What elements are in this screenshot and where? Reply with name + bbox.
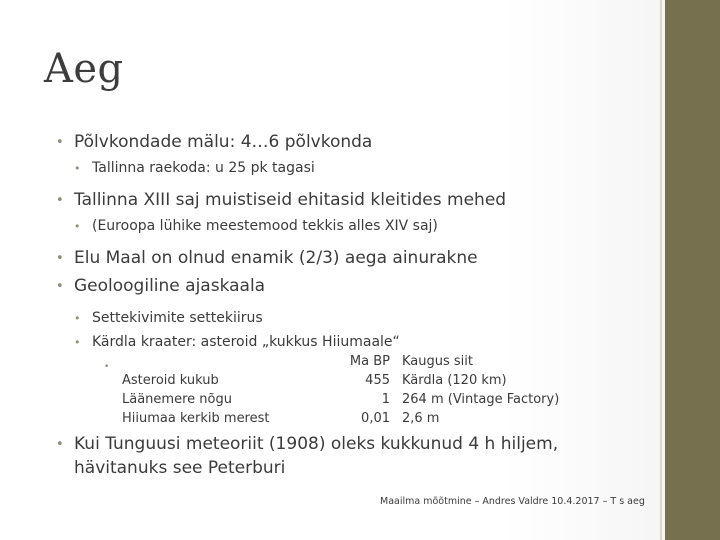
bullet-icon: • xyxy=(56,437,64,452)
table-cell: 0,01 xyxy=(361,411,390,426)
table-cell: Kärdla (120 km) xyxy=(402,373,507,388)
table-header-distance: Kaugus siit xyxy=(402,354,473,369)
bullet-text: Geoloogiline ajaskaala xyxy=(74,276,266,296)
bullet-icon: • xyxy=(74,162,81,175)
slide-title: Aeg xyxy=(44,46,124,92)
bullet-icon: • xyxy=(74,312,81,325)
sidebar-strip xyxy=(665,0,720,540)
bullet-text: Settekivimite settekiirus xyxy=(92,310,263,326)
sidebar-divider xyxy=(660,0,662,540)
bullet-icon: • xyxy=(56,279,64,294)
table-cell: 455 xyxy=(365,373,390,388)
bullet-text: Tallinna XIII saj muistiseid ehitasid kleitides mehed xyxy=(74,190,507,210)
bullet-list xyxy=(56,130,656,376)
bullet-icon: • xyxy=(56,251,64,266)
table-cell: 2,6 m xyxy=(402,411,440,426)
bullet-text: Kärdla kraater: asteroid „kukkus Hiiumaale“ xyxy=(92,334,400,350)
bullet-1 xyxy=(56,130,656,154)
table-header-bp: Ma BP xyxy=(349,354,390,369)
bullet-2 xyxy=(74,158,656,178)
table-cell: 1 xyxy=(381,392,390,407)
bullet-7 xyxy=(74,308,656,328)
table-column-distance xyxy=(402,352,559,428)
table-cell: 264 m (Vintage Factory) xyxy=(402,392,560,407)
bullet-icon: • xyxy=(74,220,81,233)
slide-footer: Maailma mõõtmine – Andres Valdre 10.4.2017 – T s aeg xyxy=(380,496,645,507)
bullet-text: (Euroopa lühike meestemood tekkis alles XIV saj) xyxy=(92,218,438,234)
bullet-6 xyxy=(56,274,656,298)
bullet-icon: • xyxy=(74,336,81,349)
bullet-10 xyxy=(56,432,616,480)
bullet-text: Elu Maal on olnud enamik (2/3) aega ainurakne xyxy=(74,248,478,268)
bullet-icon: • xyxy=(56,193,64,208)
table-column-bp xyxy=(330,352,390,428)
bullet-3 xyxy=(56,188,656,212)
bullet-8 xyxy=(74,332,656,352)
bullet-icon: • xyxy=(104,362,110,372)
table-cell: Läänemere nõgu xyxy=(122,392,232,407)
bullet-4 xyxy=(74,216,656,236)
bullet-icon: • xyxy=(56,135,64,150)
bullet-text: Kui Tunguusi meteoriit (1908) oleks kukkunud 4 h hiljem, hävitanuks see Peterburi xyxy=(74,434,559,478)
bullet-5 xyxy=(56,246,656,270)
table-cell: Hiiumaa kerkib merest xyxy=(122,411,270,426)
bullet-list-tail xyxy=(56,432,616,480)
table-cell: Asteroid kukub xyxy=(122,373,219,388)
bullet-text: Põlvkondade mälu: 4…6 põlvkonda xyxy=(74,132,373,152)
bullet-text: Tallinna raekoda: u 25 pk tagasi xyxy=(92,160,315,176)
table-column-name xyxy=(122,352,270,428)
